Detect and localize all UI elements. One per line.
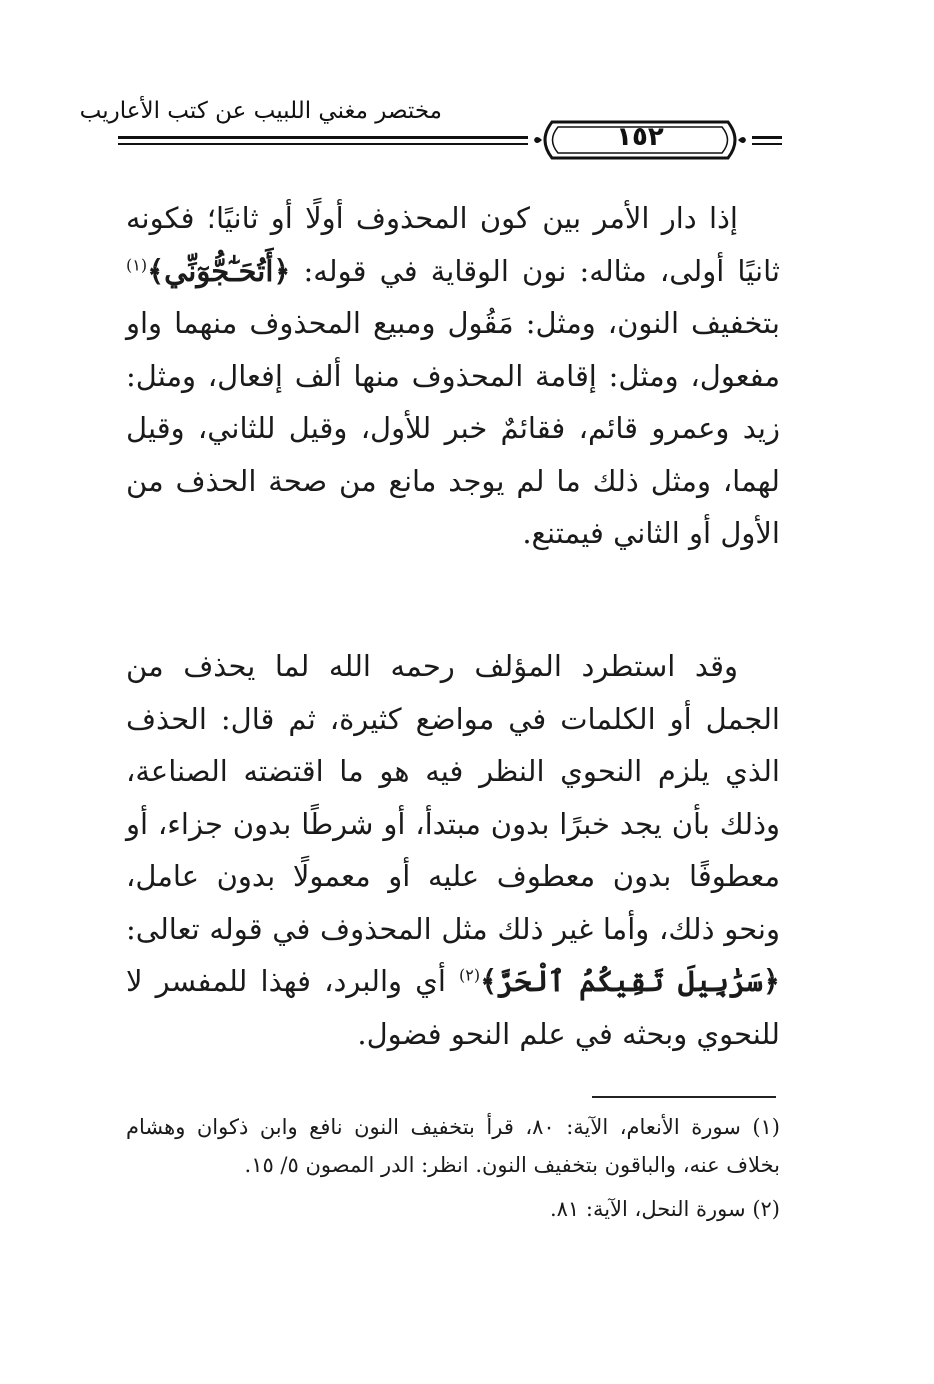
quran-quote-1: ﴿أَتُحَـٰٓجُّوٓنِّي﴾ <box>147 253 291 288</box>
paragraph-1-text-a: إذا دار الأمر بين كون المحذوف أولًا أو ثانيًا؛ فكونه ثانيًا أولى، مثاله: نون الوقاية في قوله: <box>126 201 780 288</box>
footnote-1-text: سورة الأنعام، الآية: ٨٠، قرأ بتخفيف النون نافع وابن ذكوان وهشام بخلاف عنه، والباقون بتخفيف النون. انظر: الدر المصون ٥/ ١٥. <box>126 1115 780 1177</box>
footnote-separator <box>592 1096 776 1098</box>
paragraph-1 <box>126 192 780 560</box>
header-rule-right-thin <box>752 143 782 145</box>
footnote-2-text: سورة النحل، الآية: ٨١. <box>549 1197 746 1221</box>
paragraph-2-text-b: أي والبرد، فهذا للمفسر لا للنحوي وبحثه في علم النحو فضول. <box>126 964 780 1051</box>
paragraph-2-text-a: وقد استطرد المؤلف رحمه الله لما يحذف من الجمل أو الكلمات في مواضع كثيرة، ثم قال: الحذف الذي يلزم النحوي النظر فيه هو ما اقتضته الصناعة، وذلك بأن يجد خبرًا بدون مبتدأ، أو شرطًا بدون جزاء، أو معطوفًا بدون معطوف عليه أو معمولًا بدون عامل، ونحو ذلك، وأما غير ذلك مثل المحذوف في قوله تعالى: <box>126 649 780 946</box>
footnote-1-marker: (١) <box>752 1115 780 1139</box>
page-header <box>79 96 782 166</box>
footnote-ref-1: (١) <box>126 254 148 274</box>
footnote-1 <box>126 1108 780 1184</box>
header-rule-thick <box>118 136 528 139</box>
header-rule-thin <box>118 143 528 145</box>
quran-quote-2: ﴿سَرَٰبِيلَ تَقِيكُمُ ٱلْحَرَّ﴾ <box>480 964 780 998</box>
footnote-2 <box>126 1190 780 1228</box>
running-header-title: مختصر مغني اللبيب عن كتب الأعاريب <box>79 98 442 124</box>
header-rule-right-thick <box>752 136 782 139</box>
page-number: ١٥٢ <box>616 122 664 152</box>
footnote-ref-2: (٢) <box>459 965 481 985</box>
paragraph-1-text-b: بتخفيف النون، ومثل: مَقُول ومبيع المحذوف منهما واو مفعول، ومثل: إقامة المحذوف منها ألف إفعال، ومثل: زيد وعمرو قائم، فقائمٌ خبر للأول، وقيل للثاني، وقيل لهما، ومثل ذلك ما لم يوجد مانع من صحة الحذف من الأول أو الثاني فيمتنع. <box>126 306 780 550</box>
footnote-2-marker: (٢) <box>752 1197 780 1221</box>
page-number-badge <box>534 116 746 164</box>
paragraph-2 <box>126 640 780 1060</box>
footnotes <box>126 1108 780 1228</box>
